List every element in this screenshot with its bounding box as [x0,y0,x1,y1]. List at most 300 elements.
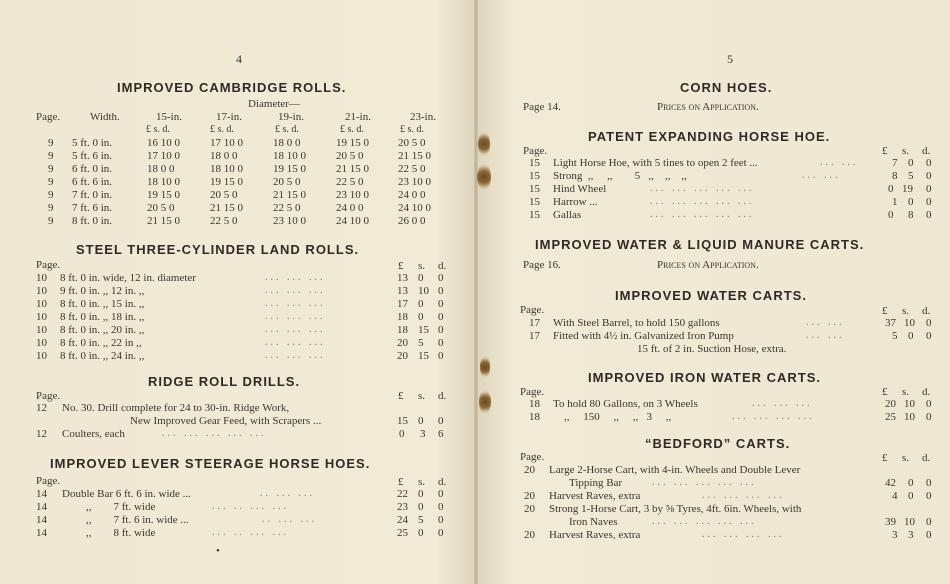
row-desc: ,, 8 ft. wide [86,527,156,539]
table-row [0,527,470,539]
header-diameter-2: 17-in. [216,111,242,123]
row-pence: 0 [926,317,932,329]
leader-dots: ... .. ... ... [212,527,289,538]
row-pounds: 25 [885,411,896,423]
table-row [0,285,470,297]
row-price-3: 20 5 0 [273,176,301,188]
leader-dots: ... ... ... [265,311,326,322]
row-pence: 6 [438,428,444,440]
row-desc: Harvest Raves, extra [549,529,641,541]
table-row [480,183,950,195]
header-page: Page. [520,304,545,316]
table-row [0,311,470,323]
row-desc: 8 ft. 0 in. ,, 22 in ,, [60,337,142,349]
row-pence: 0 [926,516,932,528]
row-page: 20 [524,503,535,515]
page-number: 4 [236,52,242,66]
row-desc: Fitted with 4½ in. Galvanized Iron Pump [553,330,734,342]
row-page: 15 [529,196,540,208]
leader-dots: ... ... ... [265,337,326,348]
leader-dots: ... ... ... ... ... [650,196,755,207]
row-pence: 0 [926,209,932,221]
page-number: 5 [727,52,733,66]
row-price-3: 19 15 0 [273,163,306,175]
row-price-4: 24 0 0 [336,202,364,214]
row-desc: Double Bar 6 ft. 6 in. wide ... [62,488,191,500]
unit-shillings: s. [902,452,910,464]
row-pounds: 24 [397,514,408,526]
header-units [480,305,950,317]
leader-dots: ... ... ... [265,285,326,296]
row-pounds: 20 [885,398,896,410]
row-pence: 0 [438,501,444,513]
unit-pence: d. [922,145,931,157]
table-row [0,337,470,349]
row-pounds: 39 [885,516,896,528]
row-price-4: 19 15 0 [336,137,369,149]
row-page: 9 [48,189,54,201]
row-page: 9 [48,163,54,175]
water-liquid-note: Prices on Application. [657,259,759,271]
row-pence: 0 [926,477,932,489]
row-page: 12 [36,428,47,440]
row-page: 10 [36,324,47,336]
unit-shillings: s. [902,305,910,317]
row-page: 17 [529,330,540,342]
row-shillings: 15 [418,350,429,362]
header-units [0,260,470,272]
row-desc: 8 ft. 0 in. ,, 20 in. ,, [60,324,145,336]
table-row [0,215,470,227]
table-row [0,298,470,310]
leader-dots: .. ... ... [262,514,317,525]
row-pence: 0 [438,514,444,526]
water-liquid-page: Page 16. [523,259,561,271]
unit-shillings: s. [902,145,910,157]
unit-pounds: £ [882,386,888,398]
header-diameter-1: 15-in. [156,111,182,123]
header-units-1: £ s. d. [146,124,170,135]
row-page: 10 [36,350,47,362]
row-price-4: 24 10 0 [336,215,369,227]
row-desc: ,, 150 ,, ,, 3 ,, [564,411,672,423]
row-shillings: 15 [418,324,429,336]
binding-stain-3 [480,356,490,378]
leader-dots: ... ... ... ... ... [650,209,755,220]
row-desc: Harvest Raves, extra [549,490,641,502]
row-pounds: 20 [397,350,408,362]
row-price-5: 24 0 0 [398,189,426,201]
row-desc: Hind Wheel [553,183,607,195]
table-row [0,137,470,149]
header-units [0,390,470,402]
row-page: 20 [524,490,535,502]
row-shillings: 5 [418,337,424,349]
row-shillings: 5 [908,170,914,182]
table-row [0,488,470,500]
leader-dots: ... ... [820,157,859,168]
row-price-1: 19 15 0 [147,189,180,201]
row-page: 9 [48,176,54,188]
row-page: 17 [529,317,540,329]
row-price-2: 22 5 0 [210,215,238,227]
row-desc: Gallas [553,209,582,221]
row-price-4: 22 5 0 [336,176,364,188]
row-pounds: 20 [397,337,408,349]
table-row [0,150,470,162]
section-title-cambridge-rolls: IMPROVED CAMBRIDGE ROLLS. [117,80,347,95]
section-title-corn-hoes: CORN HOES. [680,80,773,95]
table-row [0,176,470,188]
row-price-1: 20 5 0 [147,202,175,214]
unit-pence: d. [438,390,447,402]
row-pounds: 0 [399,428,405,440]
row-desc: ,, 7 ft. wide [86,501,156,513]
unit-pence: d. [922,452,931,464]
row-pounds: 4 [892,490,898,502]
row-pounds: 17 [397,298,408,310]
row-desc-continued: Iron Naves [569,516,618,528]
row-pence: 0 [438,324,444,336]
row-page: 20 [524,529,535,541]
row-pence: 0 [926,411,932,423]
leader-dots: ... ... ... ... ... [652,516,757,527]
row-shillings: 0 [418,272,424,284]
leader-dots: ... ... ... [265,298,326,309]
header-diameter-4: 21-in. [345,111,371,123]
unit-pounds: £ [882,305,888,317]
row-shillings: 3 [908,529,914,541]
row-desc: 9 ft. 0 in. ,, 12 in. ,, [60,285,145,297]
unit-shillings: s. [418,260,426,272]
bottom-dot: • [216,545,220,557]
header-units [480,386,950,398]
table-row [0,189,470,201]
table-row [0,163,470,175]
table-row [480,330,950,342]
row-shillings: 10 [904,516,915,528]
row-pounds: 15 [397,415,408,427]
row-shillings: 10 [904,317,915,329]
row-shillings: 8 [908,209,914,221]
row-desc: Large 2-Horse Cart, with 4-in. Wheels and Double Lever [549,464,801,476]
header-page: Page. [36,259,61,271]
row-shillings: 10 [418,285,429,297]
row-pence: 0 [438,298,444,310]
row-pounds: 7 [892,157,898,169]
unit-pence: d. [438,476,447,488]
row-price-3: 18 0 0 [273,137,301,149]
section-title-water-liquid-manure: IMPROVED WATER & LIQUID MANURE CARTS. [535,237,865,252]
row-shillings: 0 [418,415,424,427]
row-price-1: 21 15 0 [147,215,180,227]
corn-hoes-note: Prices on Application. [657,101,759,113]
row-price-2: 17 10 0 [210,137,243,149]
row-pence: 0 [926,183,932,195]
row-pounds: 23 [397,501,408,513]
header-units-5: £ s. d. [400,124,424,135]
row-width: 8 ft. 0 in. [72,215,113,227]
row-shillings: 0 [908,477,914,489]
row-pence: 0 [926,170,932,182]
row-desc: 8 ft. 0 in. wide, 12 in. diameter [60,272,196,284]
row-price-5: 20 5 0 [398,137,426,149]
table-row [0,350,470,362]
section-title-land-rolls: STEEL THREE-CYLINDER LAND ROLLS. [76,242,360,257]
header-page: Page. [36,111,61,123]
row-pence: 0 [438,272,444,284]
row-price-2: 18 10 0 [210,163,243,175]
table-row [0,415,470,427]
page-fold [474,0,478,584]
row-desc: To hold 80 Gallons, on 3 Wheels [553,398,698,410]
row-shillings: 19 [902,183,913,195]
row-shillings: 10 [904,398,915,410]
header-diameter-5: 23-in. [410,111,436,123]
section-title-ridge-roll-drills: RIDGE ROLL DRILLS. [148,374,301,389]
table-row [480,209,950,221]
row-pence: 0 [438,488,444,500]
row-desc: Coulters, each [62,428,125,440]
row-width: 5 ft. 6 in. [72,150,113,162]
row-price-5: 26 0 0 [398,215,426,227]
row-page: 18 [529,411,540,423]
row-page: 14 [36,514,47,526]
table-row [480,477,950,489]
row-price-3: 18 10 0 [273,150,306,162]
row-desc: 8 ft. 0 in. ,, 15 in. ,, [60,298,145,310]
row-page: 9 [48,137,54,149]
table-row [480,157,950,169]
row-shillings: 0 [908,157,914,169]
row-page: 10 [36,311,47,323]
table-row [480,516,950,528]
table-row [480,503,950,515]
row-shillings: 0 [418,501,424,513]
row-pence: 0 [438,311,444,323]
unit-shillings: s. [902,386,910,398]
row-width: 7 ft. 6 in. [72,202,113,214]
row-pounds: 18 [397,324,408,336]
table-row [480,411,950,423]
table-row [480,464,950,476]
row-price-5: 24 10 0 [398,202,431,214]
unit-pounds: £ [398,390,404,402]
table-row [0,514,470,526]
header-page: Page. [520,451,545,463]
row-pounds: 8 [892,170,898,182]
row-desc: ,, 7 ft. 6 in. wide ... [86,514,189,526]
row-shillings: 0 [418,311,424,323]
row-price-2: 20 5 0 [210,189,238,201]
row-price-1: 17 10 0 [147,150,180,162]
row-price-3: 21 15 0 [273,189,306,201]
row-pence: 0 [438,527,444,539]
row-price-4: 23 10 0 [336,189,369,201]
header-page: Page. [520,386,545,398]
section-title-expanding-hoe: PATENT EXPANDING HORSE HOE. [588,129,831,144]
row-desc: No. 30. Drill complete for 24 to 30-in. Ridge Work, [62,402,290,414]
row-shillings: 10 [904,411,915,423]
row-desc: With Steel Barrel, to hold 150 gallons [553,317,720,329]
row-price-3: 22 5 0 [273,202,301,214]
leader-dots: ... ... ... ... ... [652,477,757,488]
table-row [480,398,950,410]
row-price-3: 23 10 0 [273,215,306,227]
unit-pounds: £ [882,452,888,464]
row-price-4: 21 15 0 [336,163,369,175]
row-price-5: 21 15 0 [398,150,431,162]
row-page: 10 [36,272,47,284]
unit-pence: d. [922,386,931,398]
section-title-bedford-carts: “BEDFORD” CARTS. [645,436,791,451]
table-row [480,343,950,355]
row-page: 15 [529,170,540,182]
header-units [0,476,470,488]
row-page: 10 [36,298,47,310]
row-width: 7 ft. 0 in. [72,189,113,201]
row-page: 9 [48,215,54,227]
table-row [0,428,470,440]
row-pounds: 18 [397,311,408,323]
leader-dots: ... ... ... ... ... [162,428,267,439]
row-pence: 0 [926,196,932,208]
row-width: 6 ft. 0 in. [72,163,113,175]
row-pounds: 0 [888,183,894,195]
header-units [480,145,950,157]
row-page: 10 [36,285,47,297]
unit-pounds: £ [398,260,404,272]
row-pounds: 22 [397,488,408,500]
leader-dots: ... ... ... [265,350,326,361]
row-pounds: 3 [892,529,898,541]
corn-hoes-page: Page 14. [523,101,561,113]
row-width: 5 ft. 0 in. [72,137,113,149]
row-pounds: 0 [888,209,894,221]
row-pence: 0 [926,490,932,502]
leader-dots: ... ... ... ... [702,529,785,540]
diameter-label: Diameter— [248,98,300,110]
row-page: 9 [48,202,54,214]
row-pounds: 5 [892,330,898,342]
leader-dots: ... ... [802,170,841,181]
table-row [480,170,950,182]
table-row [0,501,470,513]
unit-pounds: £ [398,476,404,488]
leader-dots: ... ... [806,330,845,341]
row-pence: 0 [926,398,932,410]
row-desc-continued: Tipping Bar [569,477,623,489]
row-shillings: 0 [908,490,914,502]
row-pounds: 13 [397,285,408,297]
row-pounds: 37 [885,317,896,329]
table-row [0,324,470,336]
row-pence: 0 [926,529,932,541]
leader-dots: ... ... ... [752,398,813,409]
header-units-2: £ s. d. [210,124,234,135]
row-shillings: 5 [418,514,424,526]
table-row [0,402,470,414]
leader-dots: ... ... ... [265,324,326,335]
header-diameter-3: 19-in. [278,111,304,123]
header-units-3: £ s. d. [275,124,299,135]
row-pounds: 42 [885,477,896,489]
row-price-1: 18 10 0 [147,176,180,188]
row-pence: 0 [926,157,932,169]
row-pence: 0 [926,330,932,342]
row-pence: 0 [438,350,444,362]
row-page: 9 [48,150,54,162]
row-page: 10 [36,337,47,349]
row-page: 20 [524,464,535,476]
header-units [480,452,950,464]
table-row [480,196,950,208]
section-title-lever-steerage: IMPROVED LEVER STEERAGE HORSE HOES. [50,456,371,471]
row-price-2: 19 15 0 [210,176,243,188]
row-desc: 8 ft. 0 in. ,, 24 in. ,, [60,350,145,362]
row-pence: 0 [438,285,444,297]
row-pounds: 25 [397,527,408,539]
row-page: 15 [529,157,540,169]
header-units-4: £ s. d. [340,124,364,135]
row-shillings: 3 [420,428,426,440]
row-pence: 0 [438,415,444,427]
row-page: 18 [529,398,540,410]
table-row [0,202,470,214]
row-shillings: 0 [418,527,424,539]
row-shillings: 0 [418,298,424,310]
row-page: 14 [36,501,47,513]
row-desc-continued: New Improved Gear Feed, with Scrapers ... [130,415,322,427]
header-page: Page. [36,390,61,402]
row-pounds: 13 [397,272,408,284]
section-title-water-carts: IMPROVED WATER CARTS. [615,288,807,303]
row-desc: Harrow ... [553,196,598,208]
row-page: 15 [529,183,540,195]
unit-shillings: s. [418,476,426,488]
table-row [480,317,950,329]
row-price-4: 20 5 0 [336,150,364,162]
row-price-5: 23 10 0 [398,176,431,188]
row-page: 15 [529,209,540,221]
row-shillings: 0 [908,196,914,208]
row-shillings: 0 [418,488,424,500]
row-desc: Strong 1-Horse Cart, 3 by ⅝ Tyres, 4ft. 6in. Wheels, with [549,503,802,515]
row-page: 14 [36,527,47,539]
header-page: Page. [523,145,548,157]
leader-dots: ... ... [806,317,845,328]
table-row [480,529,950,541]
section-title-iron-water-carts: IMPROVED IRON WATER CARTS. [588,370,822,385]
unit-shillings: s. [418,390,426,402]
row-desc: Light Horse Hoe, with 5 tines to open 2 feet ... [553,157,758,169]
row-price-1: 18 0 0 [147,163,175,175]
leader-dots: .. ... ... [260,488,315,499]
leader-dots: ... ... ... ... ... [650,183,755,194]
row-pounds: 1 [892,196,898,208]
row-page: 14 [36,488,47,500]
leader-dots: ... ... ... ... [732,411,815,422]
leader-dots: ... ... ... [265,272,326,283]
row-price-2: 18 0 0 [210,150,238,162]
row-desc: Strong ,, ,, 5 ,, ,, ,, [553,170,687,182]
row-width: 6 ft. 6 in. [72,176,113,188]
row-price-5: 22 5 0 [398,163,426,175]
row-price-1: 16 10 0 [147,137,180,149]
unit-pence: d. [922,305,931,317]
row-shillings: 0 [908,330,914,342]
unit-pence: d. [438,260,447,272]
